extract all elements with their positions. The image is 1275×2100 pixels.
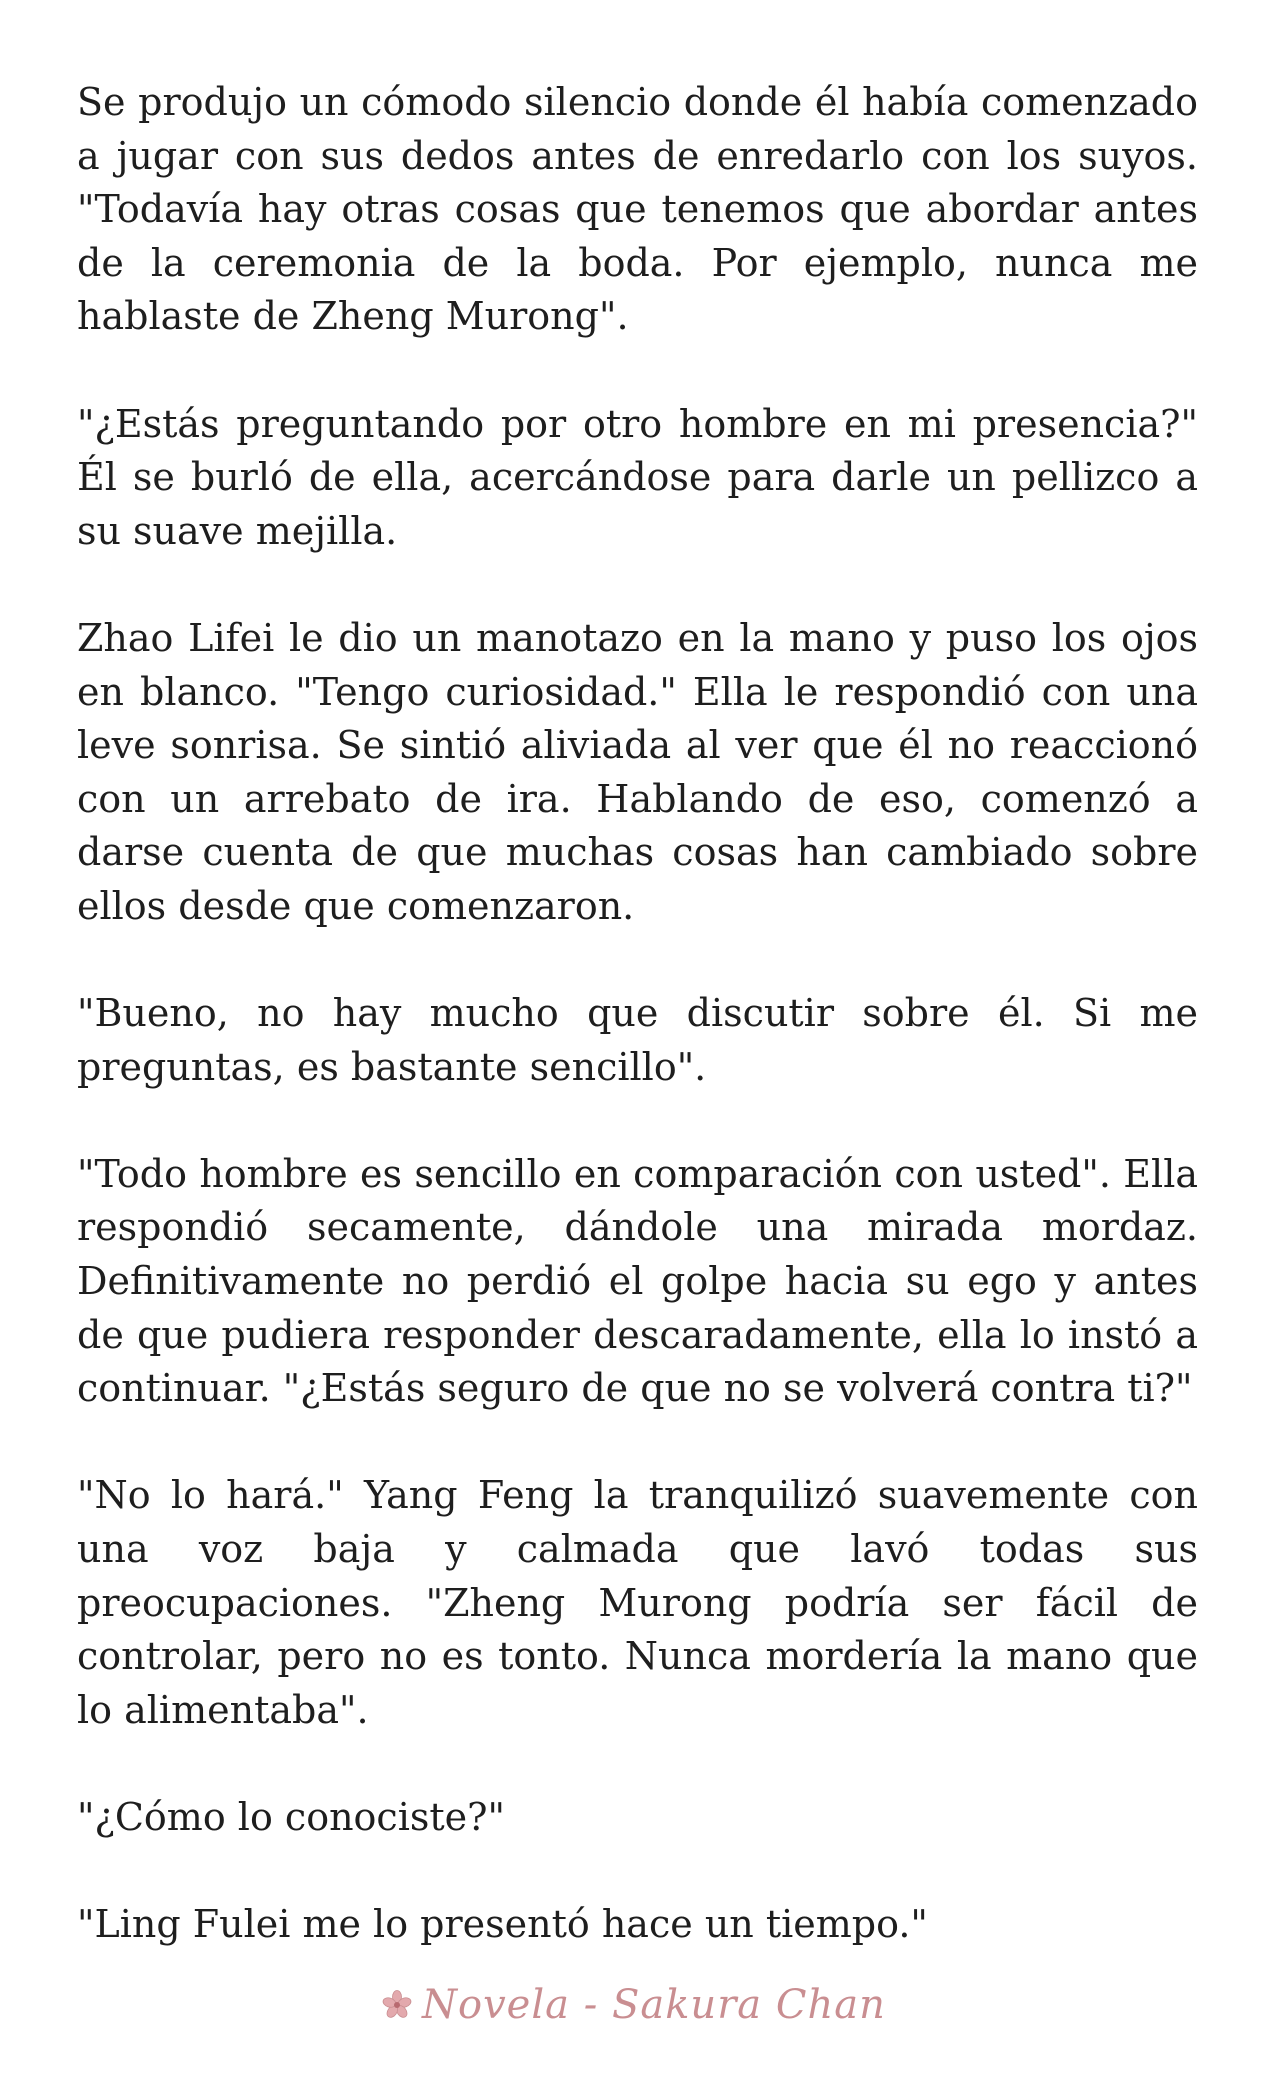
- paragraph-8: "Ling Fulei me lo presentó hace un tiempo.": [77, 1902, 928, 1947]
- watermark-text: Novela - Sakura Chan: [422, 1982, 886, 2028]
- paragraph-2: "¿Estás preguntando por otro hombre en mi presencia?" Él se burló de ella, acercándose para darle un pellizco a su suave mejilla.: [77, 401, 1198, 553]
- paragraph-1: Se produjo un cómodo silencio donde él había comenzado a jugar con sus dedos antes de enredarlo con los suyos. "Todavía hay otras cosas que tenemos que abordar antes de la ceremonia de la boda. Por ejemplo, nunca me hablaste de Zheng Murong".: [77, 80, 1198, 339]
- sakura-flower-icon: [380, 1988, 414, 2022]
- paragraph-3: Zhao Lifei le dio un manotazo en la mano y puso los ojos en blanco. "Tengo curiosidad." Ella le respondió con una leve sonrisa. Se sintió aliviada al ver que él no reaccionó con un arrebato de ira. Hablando de eso, comenzó a darse cuenta de que muchas cosas han cambiado sobre ellos desde que comenzaron.: [77, 615, 1198, 928]
- paragraph-7: "¿Cómo lo conociste?": [77, 1795, 505, 1839]
- paragraph-4: "Bueno, no hay mucho que discutir sobre él. Si me preguntas, es bastante sencillo".: [77, 991, 1198, 1089]
- paragraph-5: "Todo hombre es sencillo en comparación con usted". Ella respondió secamente, dándole una mirada mordaz. Definitivamente no perdió el golpe hacia su ego y antes de que pudiera responder descaradamente, ella lo instó a continuar. "¿Estás seguro de que no se volverá contra ti?": [77, 1151, 1198, 1411]
- watermark: [380, 1975, 920, 2035]
- document-body: [77, 76, 1198, 2005]
- paragraph-6: "No lo hará." Yang Feng la tranquilizó suavemente con una voz baja y calmada que lavó todas sus preocupaciones. "Zheng Murong podría ser fácil de controlar, pero no es tonto. Nunca mordería la mano que lo alimentaba".: [77, 1473, 1198, 1732]
